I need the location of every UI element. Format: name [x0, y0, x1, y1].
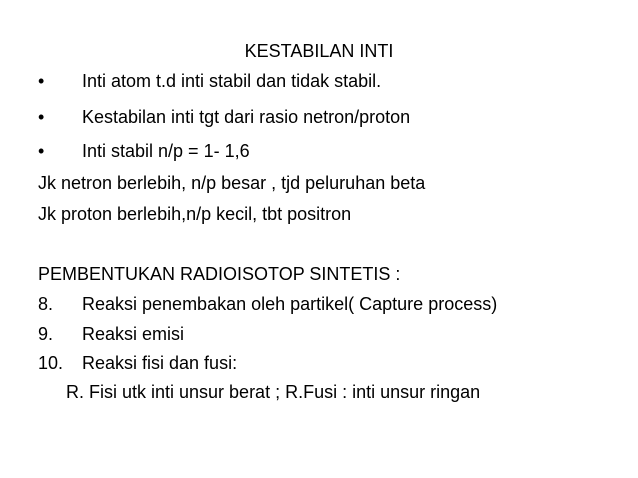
bullet-marker: •	[38, 107, 45, 127]
note-line: Jk netron berlebih, n/p besar , tjd peluruhan beta	[38, 173, 426, 193]
bullet-marker: •	[38, 141, 45, 161]
item-text: Reaksi emisi	[82, 324, 185, 344]
bullet-text: Kestabilan inti tgt dari rasio netron/proton	[82, 107, 411, 127]
section-heading: PEMBENTUKAN RADIOISOTOP SINTETIS :	[38, 264, 401, 284]
slide-title: KESTABILAN INTI	[244, 41, 394, 61]
bullet-text: Inti stabil n/p = 1- 1,6	[82, 141, 250, 161]
sub-note: R. Fisi utk inti unsur berat ; R.Fusi : inti unsur ringan	[66, 382, 481, 402]
item-number: 9.	[38, 324, 54, 344]
item-text: Reaksi penembakan oleh partikel( Capture process)	[82, 294, 498, 314]
item-number: 8.	[38, 294, 54, 314]
item-number: 10.	[38, 353, 64, 373]
note-line: Jk proton berlebih,n/p kecil, tbt positron	[38, 204, 352, 224]
item-text: Reaksi fisi dan fusi:	[82, 353, 238, 373]
bullet-text: Inti atom t.d inti stabil dan tidak stabil.	[82, 71, 382, 91]
bullet-marker: •	[38, 71, 45, 91]
